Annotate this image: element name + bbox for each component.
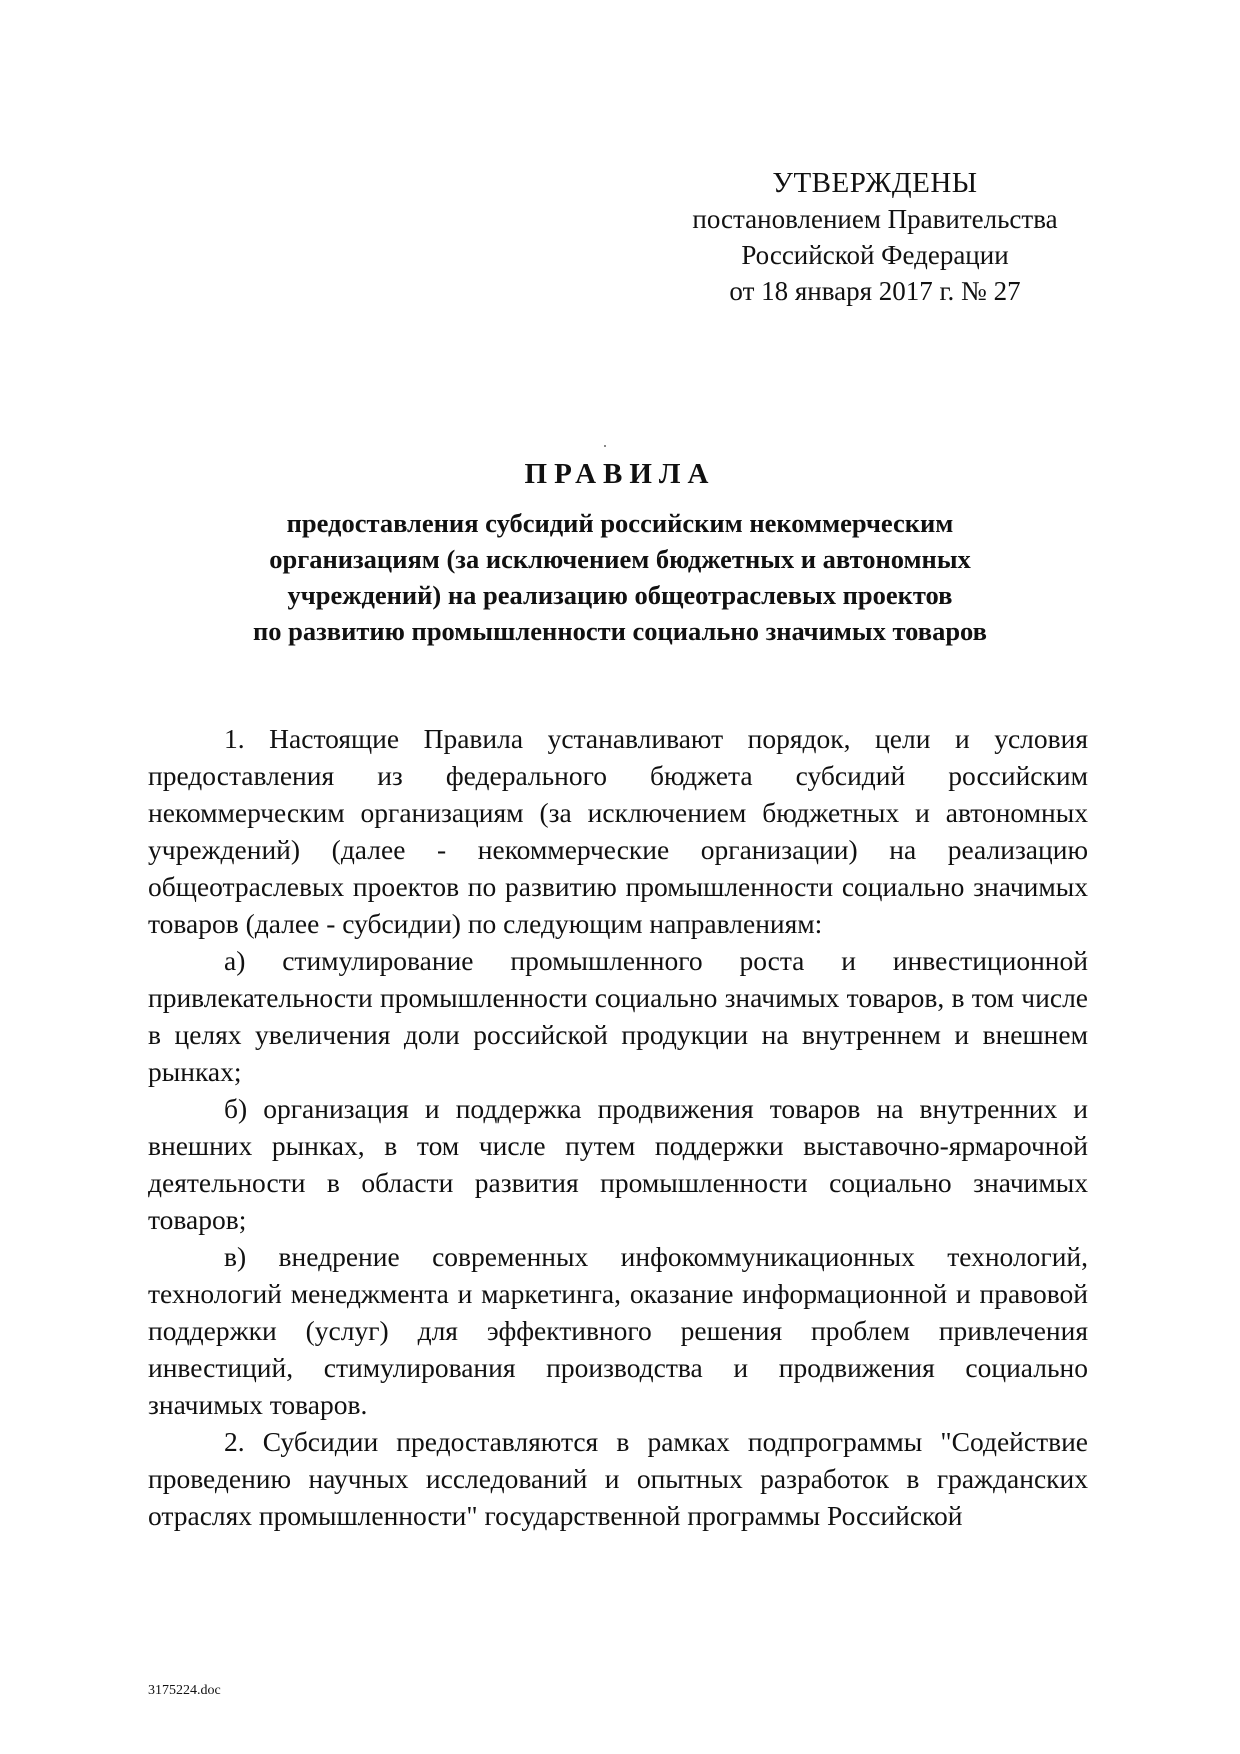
approval-title: УТВЕРЖДЕНЫ: [772, 167, 978, 199]
rules-title: ПРАВИЛА: [524, 458, 716, 490]
paragraph-2: 2. Субсидии предоставляются в рамках подпрограммы "Содействие проведению научных исследований и опытных разработок в гражданских отраслях промышленности" государственной программы Российской: [148, 1426, 1088, 1531]
subtitle-line: организациям (за исключением бюджетных и автономных: [269, 544, 971, 574]
paragraph-a: а) стимулирование промышленного роста и инвестиционной привлекательности промышленности социально значимых товаров, в том числе в целях увеличения доли российской продукции на внутреннем и внешнем рынках;: [148, 945, 1088, 1087]
paragraph-1: 1. Настоящие Правила устанавливают порядок, цели и условия предоставления из федерального бюджета субсидий российским некоммерческим организациям (за исключением бюджетных и автономных учреждений) (далее - некоммерческие организации) на реализацию общеотраслевых проектов по развитию промышленности социально значимых товаров (далее - субсидии) по следующим направлениям:: [148, 723, 1088, 939]
approval-date-line: от 18 января 2017 г. № 27: [729, 276, 1021, 306]
paragraph-b: б) организация и поддержка продвижения товаров на внутренних и внешних рынках, в том числе путем поддержки выставочно-ярмарочной деятельности в области развития промышленности социально значимых товаров;: [148, 1093, 1088, 1235]
document-body: [148, 720, 1088, 1534]
approval-line: Российской Федерации: [741, 240, 1009, 270]
subtitle-line: по развитию промышленности социально значимых товаров: [253, 616, 987, 646]
scan-speck: [604, 445, 606, 447]
subtitle-line: предоставления субсидий российским некоммерческим: [286, 508, 954, 538]
subtitle-line: учреждений) на реализацию общеотраслевых проектов: [287, 580, 953, 610]
approval-stamp: [660, 165, 1090, 309]
rules-subtitle: [140, 505, 1100, 649]
approval-line: постановлением Правительства: [692, 204, 1058, 234]
file-name-footer: 3175224.doc: [148, 1683, 221, 1698]
paragraph-v: в) внедрение современных инфокоммуникационных технологий, технологий менеджмента и маркетинга, оказание информационной и правовой поддержки (услуг) для эффективного решения проблем привлечения инвестиций, стимулирования производства и продвижения социально значимых товаров.: [148, 1241, 1088, 1420]
